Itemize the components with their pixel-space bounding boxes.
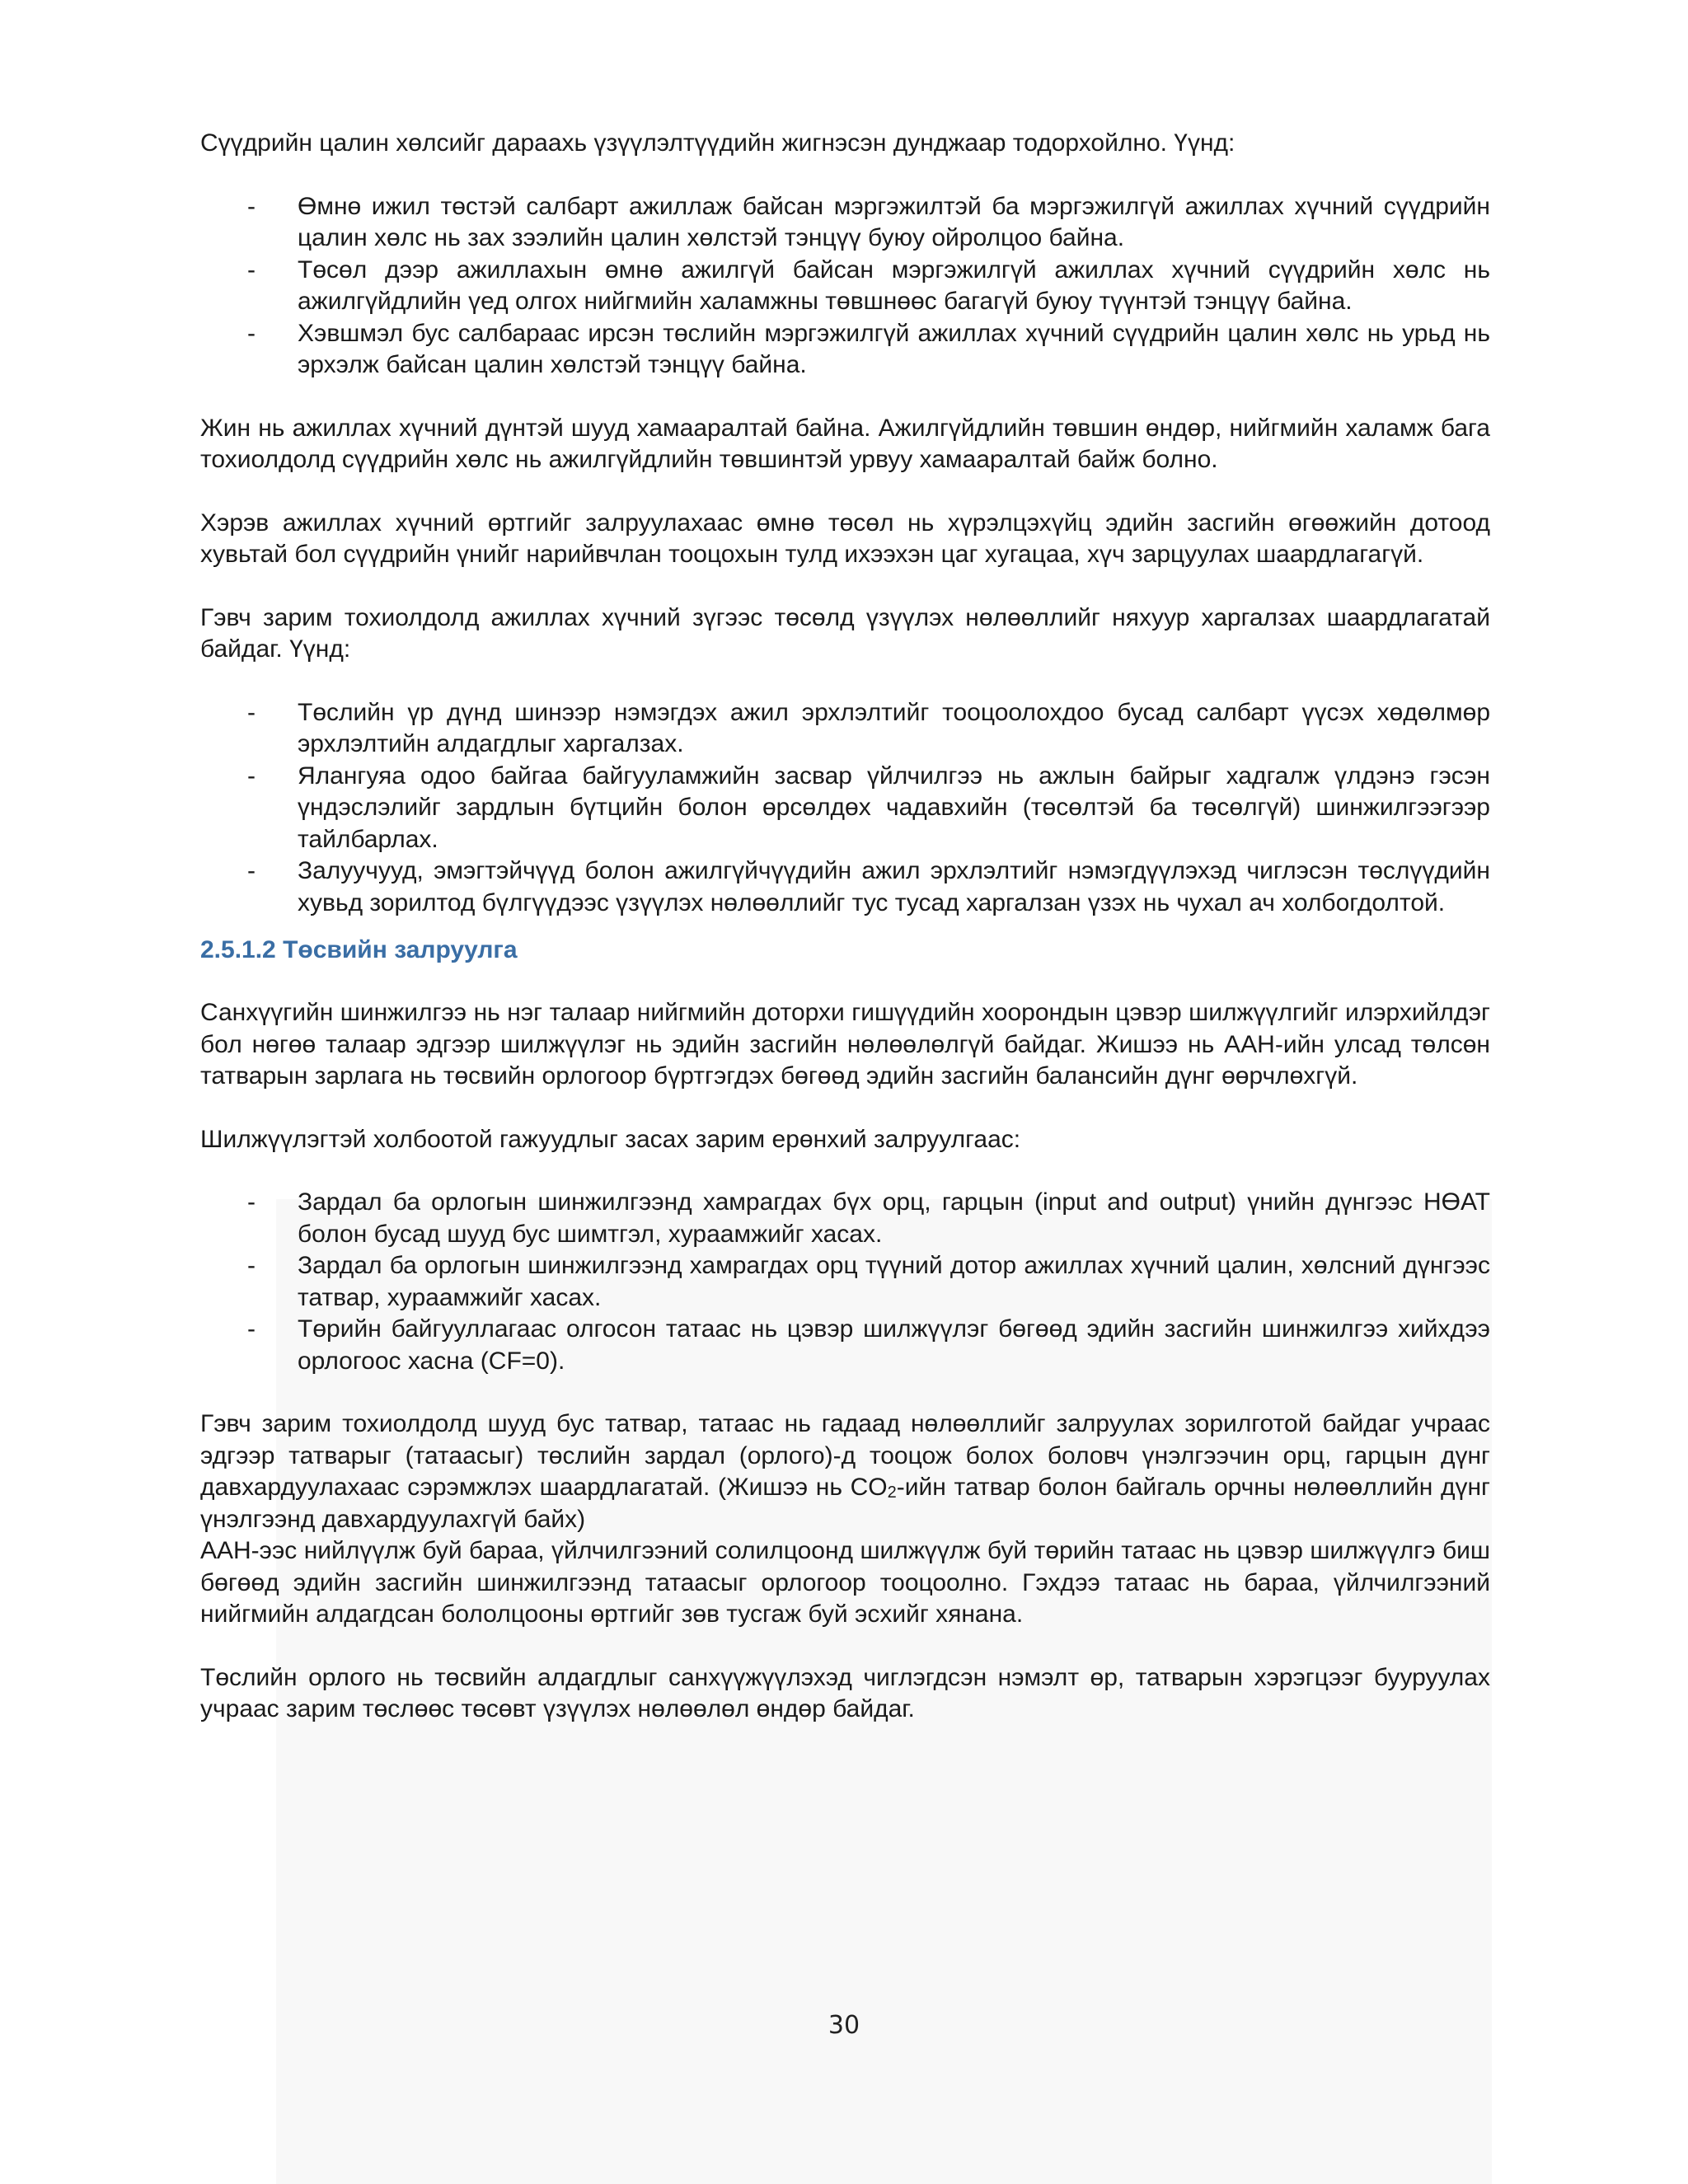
list-item	[200, 255, 1490, 318]
bullet-dash: -	[247, 192, 256, 220]
bullet-dash: -	[247, 1315, 256, 1343]
paragraph: Төслийн орлого нь төсвийн алдагдлыг санхүүжүүлэхэд чиглэгдсэн нэмэлт өр, татварын хэрэгцээг бууруулах учраас зарим төслөөс төсөвт үзүүлэх нөлөөлөл өндөр байдаг.	[200, 1663, 1490, 1722]
list-item	[200, 1187, 1490, 1250]
list-item-text: Ялангуяа одоо байгаа байгууламжийн засвар үйлчилгээ нь ажлын байрыг хадгалж үлдэнэ гэсэн үндэслэлийг зардлын бүтцийн болон өрсөлдөх чадавхийн (төсөлтэй ба төсөлгүй) шинжилгээгээр тайлбарлах.	[298, 762, 1490, 853]
paragraph-text: Гэвч зарим тохиолдолд шууд бус татвар, татаас нь гадаад нөлөөллийг залруулах зорилготой байдаг учраас эдгээр татварыг (татаасыг) төслийн зардал (орлого)-д тооцож болох боловч үнэлгээчин орц, гарцын дүнг давхардуулахаас сэрэмжлэх шаардлагатай. (Жишээ нь CO	[200, 1410, 1490, 1501]
list-item-text: Зардал ба орлогын шинжилгээнд хамрагдах бүх орц, гарцын (input and output) үнийн дүнгээс НӨАТ болон бусад шууд бус шимтгэл, хураамжийг хасах.	[298, 1188, 1490, 1248]
bullet-dash: -	[247, 1188, 256, 1216]
list-item	[200, 1250, 1490, 1314]
subscript: 2	[887, 1483, 897, 1502]
list-item-text: Зардал ба орлогын шинжилгээнд хамрагдах орц түүний дотор ажиллах хүчний цалин, хөлсний дүнгээс татвар, хураамжийг хасах.	[298, 1252, 1490, 1311]
list-item	[200, 191, 1490, 255]
list-item	[200, 318, 1490, 382]
page-number: 30	[828, 2011, 860, 2040]
paragraph: Сүүдрийн цалин хөлсийг дараахь үзүүлэлтүүдийн жигнэсэн дунджаар тодорхойлно. Үүнд:	[200, 129, 1236, 157]
list-item	[200, 761, 1490, 856]
bullet-list	[200, 191, 1490, 382]
paragraph-text: -ийн татвар болон байгаль орчны нөлөөллийн дүнг үнэлгээнд давхардуулахгүй байх)	[200, 1474, 1491, 1533]
list-item	[200, 697, 1490, 761]
paragraph: ААН-ээс нийлүүлж буй бараа, үйлчилгээний солилцоонд шилжүүлж буй төрийн татаас нь цэвэр шилжүүлгэ биш бөгөөд эдийн засгийн шинжилгээнд татаасыг орлогоор тооцоолно. Гэхдээ татаас нь бараа, үйлчилгээний нийгмийн алдагдсан бололцооны өртгийг зөв тусгаж буй эсхийг хянана.	[200, 1537, 1490, 1628]
bullet-dash: -	[247, 762, 256, 790]
list-item	[200, 1314, 1490, 1377]
bullet-dash: -	[247, 319, 256, 347]
list-item-text: Төрийн байгууллагаас олгосон татаас нь цэвэр шилжүүлэг бөгөөд эдийн засгийн шинжилгээ хийхдээ орлогоос хасна (CF=0).	[298, 1315, 1490, 1375]
section-heading: 2.5.1.2 Төсвийн залруулга	[200, 936, 518, 963]
list-item-text: Төслийн үр дүнд шинээр нэмэгдэх ажил эрхлэлтийг тооцоолохдоо бусад салбарт үүсэх хөдөлмөр эрхлэлтийн алдагдлыг харгалзах.	[298, 698, 1490, 757]
list-item-text: Залуучууд, эмэгтэйчүүд болон ажилгүйчүүдийн ажил эрхлэлтийг нэмэгдүүлэхэд чиглэсэн төслүүдийн хувьд зорилтод бүлгүүдээс үзүүлэх нөлөөллийг тус тусад харгалзан үзэх нь чухал ач холбогдолтой.	[298, 857, 1490, 916]
bullet-dash: -	[247, 857, 256, 884]
list-item-text: Төсөл дээр ажиллахын өмнө ажилгүй байсан мэргэжилгүй ажиллах хүчний сүүдрийн хөлс нь ажилгүйдлийн үед олгох нийгмийн халамжны төвшнөөс багагүй буюу түүнтэй тэнцүү байна.	[298, 255, 1490, 315]
bullet-dash: -	[247, 698, 256, 726]
document-body	[200, 128, 1490, 1726]
bullet-dash: -	[247, 1252, 256, 1279]
paragraph: Санхүүгийн шинжилгээ нь нэг талаар нийгмийн доторхи гишүүдийн хоорондын цэвэр шилжүүлгийг илэрхийлдэг бол нөгөө талаар эдгээр шилжүүлэг нь эдийн засгийн нөлөөлөлгүй байдаг. Жишээ нь ААН-ийн улсад төлсөн татварын зарлага нь төсвийн орлогоор бүртгэгдэх бөгөөд эдийн засгийн балансийн дүнг өөрчлөхгүй.	[200, 999, 1490, 1090]
paragraph: Гэвч зарим тохиолдолд ажиллах хүчний зүгээс төсөлд үзүүлэх нөлөөллийг няхуур харгалзах шаардлагатай байдаг. Үүнд:	[200, 603, 1490, 663]
paragraph: Шилжүүлэгтэй холбоотой гажуудлыг засах зарим ерөнхий залруулгаас:	[200, 1125, 1021, 1153]
paragraph: Жин нь ажиллах хүчний дүнтэй шууд хамааралтай байна. Ажилгүйдлийн төвшин өндөр, нийгмийн халамж бага тохиолдолд сүүдрийн хөлс нь ажилгүйдлийн төвшинтэй урвуу хамааралтай байж болно.	[200, 414, 1490, 473]
list-item-text: Өмнө ижил төстэй салбарт ажиллаж байсан мэргэжилтэй ба мэргэжилгүй ажиллах хүчний сүүдрийн цалин хөлс нь зах зээлийн цалин хөлстэй тэнцүү буюу ойролцоо байна.	[298, 192, 1490, 251]
list-item-text: Хэвшмэл бус салбараас ирсэн төслийн мэргэжилгүй ажиллах хүчний сүүдрийн цалин хөлс нь урьд нь эрхэлж байсан цалин хөлстэй тэнцүү байна.	[298, 319, 1490, 378]
bullet-dash: -	[247, 255, 256, 284]
bullet-list	[200, 1187, 1490, 1377]
paragraph	[200, 1408, 1490, 1535]
list-item	[200, 855, 1490, 919]
paragraph: Хэрэв ажиллах хүчний өртгийг залруулахаас өмнө төсөл нь хүрэлцэхүйц эдийн засгийн өгөөжийн дотоод хувьтай бол сүүдрийн үнийг нарийвчлан тооцохын тулд ихээхэн цаг хугацаа, хүч зарцуулах шаардлагагүй.	[200, 509, 1490, 568]
bullet-list	[200, 697, 1490, 920]
